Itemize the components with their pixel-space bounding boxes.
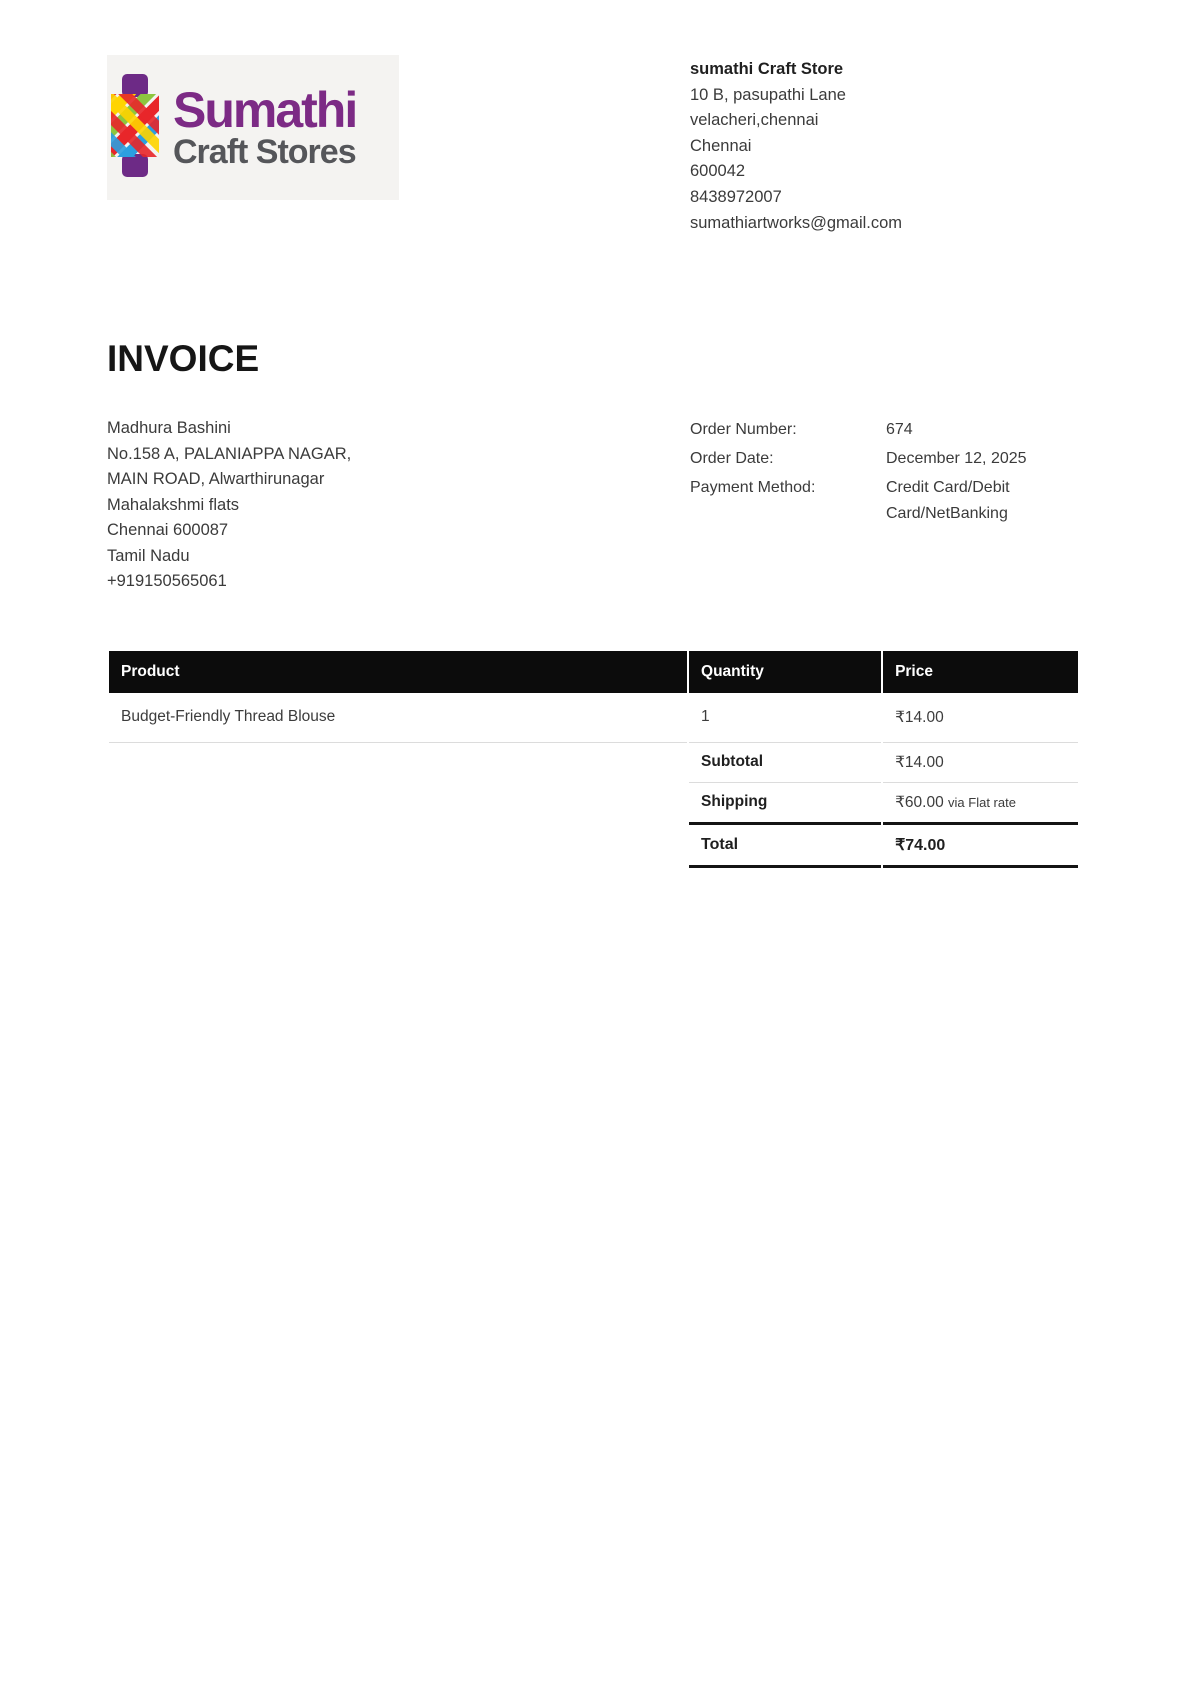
- customer-name: Madhura Bashini: [107, 419, 231, 438]
- order-details: [690, 416, 1080, 595]
- customer-address-line: MAIN ROAD, Alwarthirunagar: [107, 470, 325, 489]
- customer-phone: +919150565061: [107, 572, 227, 591]
- store-logo: [107, 55, 399, 200]
- subtotal-label: Subtotal: [689, 743, 881, 783]
- subtotal-row: [109, 743, 1078, 783]
- table-header-row: [109, 651, 1078, 693]
- items-table: [107, 651, 1080, 868]
- customer-state: Tamil Nadu: [107, 546, 190, 565]
- logo-text: [173, 81, 357, 171]
- shipping-method-note: via Flat rate: [948, 794, 1016, 810]
- order-number-value: 674: [886, 421, 913, 439]
- store-address-line: velacheri,chennai: [690, 111, 819, 130]
- item-product-name: Budget-Friendly Thread Blouse: [109, 693, 687, 743]
- spacer-cell: [109, 743, 687, 783]
- items-section: [107, 651, 1080, 868]
- invoice-meta-section: [107, 416, 1080, 595]
- order-date-row: [690, 446, 1080, 472]
- shipping-amount: ₹60.00: [895, 793, 944, 811]
- total-label: Total: [689, 825, 881, 868]
- brand-name: Sumathi: [173, 81, 357, 138]
- store-name: sumathi Craft Store: [690, 60, 844, 78]
- billing-address: [107, 416, 690, 595]
- shipping-row: [109, 783, 1078, 825]
- order-date-value: December 12, 2025: [886, 450, 1027, 468]
- total-row: [109, 825, 1078, 868]
- store-address-line: 10 B, pasupathi Lane: [690, 85, 846, 104]
- spacer-cell: [109, 825, 687, 868]
- page-header: [107, 55, 1080, 236]
- order-number-label: Order Number:: [690, 421, 797, 439]
- brand-subtitle: Craft Stores: [173, 132, 356, 171]
- store-info: [690, 55, 1080, 236]
- column-header-quantity: Quantity: [689, 651, 881, 693]
- subtotal-value: ₹14.00: [883, 743, 1078, 783]
- total-value: ₹74.00: [883, 825, 1078, 868]
- item-quantity: 1: [689, 693, 881, 743]
- customer-address-line: No.158 A, PALANIAPPA NAGAR,: [107, 444, 352, 463]
- invoice-page: [107, 0, 1080, 868]
- table-row: [109, 693, 1078, 743]
- payment-method-label: Payment Method:: [690, 479, 816, 497]
- payment-method-value: Credit Card/Debit Card/NetBanking: [886, 479, 1010, 523]
- store-address-line: Chennai: [690, 136, 752, 155]
- logo-column: [107, 55, 690, 236]
- store-email: sumathiartworks@gmail.com: [690, 213, 903, 232]
- payment-method-row: [690, 475, 1080, 527]
- item-price: ₹14.00: [883, 693, 1078, 743]
- shipping-value: [883, 783, 1078, 825]
- thread-spool-icon: [111, 74, 159, 182]
- store-postcode: 600042: [690, 162, 746, 181]
- spacer-cell: [109, 783, 687, 825]
- column-header-price: Price: [883, 651, 1078, 693]
- order-date-label: Order Date:: [690, 450, 774, 468]
- customer-address-line: Mahalakshmi flats: [107, 495, 240, 514]
- invoice-title: INVOICE: [107, 338, 260, 380]
- customer-city: Chennai 600087: [107, 521, 229, 540]
- order-number-row: [690, 417, 1080, 443]
- column-header-product: Product: [109, 651, 687, 693]
- store-phone: 8438972007: [690, 187, 782, 206]
- shipping-label: Shipping: [689, 783, 881, 825]
